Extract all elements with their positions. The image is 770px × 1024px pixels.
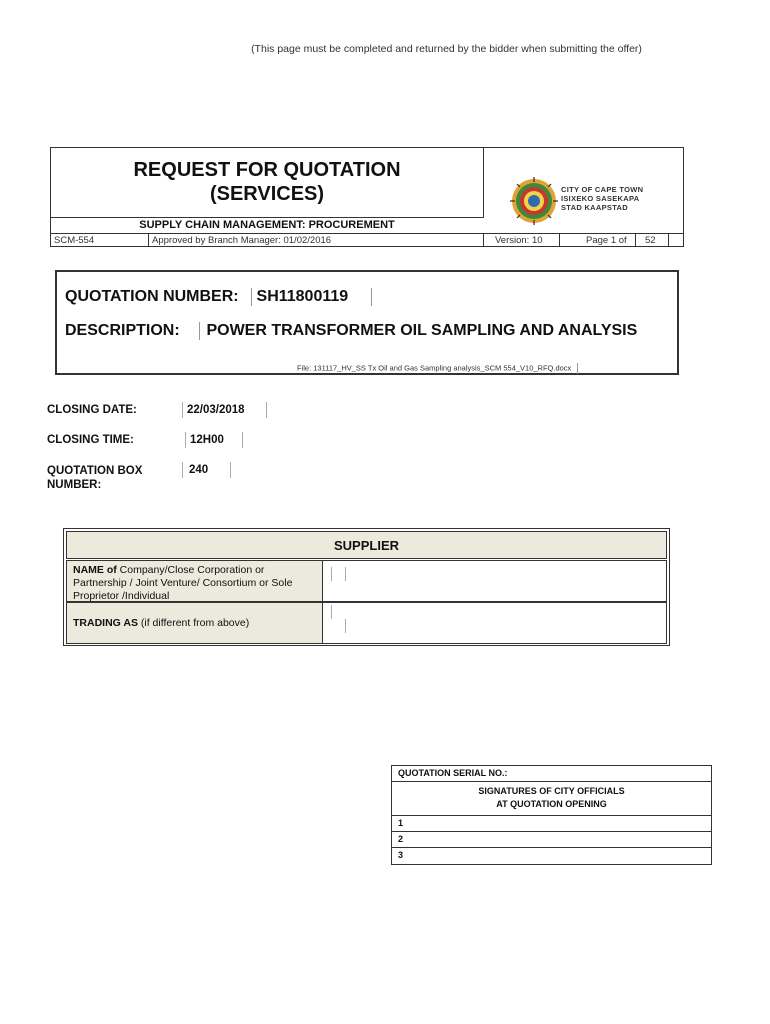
- file-name-text: File: 131117_HV_SS Tx Oil and Gas Sampling analysis_SCM 554_V10_RFQ.docx: [297, 363, 572, 373]
- description-value-row: [199, 322, 637, 340]
- divider: [148, 233, 149, 247]
- closing-date-value: 22/03/2018: [187, 404, 245, 416]
- quotation-box-label-line2: NUMBER:: [47, 479, 102, 491]
- signatures-heading: [392, 782, 711, 816]
- divider: [483, 148, 484, 218]
- quotation-box: [55, 270, 679, 375]
- form-title-line1: REQUEST FOR QUOTATION: [133, 159, 401, 181]
- city-name-line1: CITY OF CAPE TOWN: [561, 185, 644, 194]
- quotation-number-label: QUOTATION NUMBER:: [65, 288, 239, 306]
- quotation-number-row: [65, 288, 372, 306]
- field-marker: [230, 462, 231, 478]
- signature-row-number: 2: [398, 834, 404, 844]
- signature-row[interactable]: [392, 832, 711, 848]
- supplier-heading: SUPPLIER: [66, 531, 667, 559]
- form-title-line2: (SERVICES): [209, 183, 325, 205]
- trading-as-label-bold: TRADING AS: [73, 617, 138, 629]
- closing-time-label: CLOSING TIME:: [47, 434, 134, 446]
- city-name-line2: ISIXEKO SASEKAPA: [561, 194, 640, 203]
- quotation-number-value: SH11800119: [256, 288, 349, 306]
- field-marker: [345, 567, 346, 581]
- form-header: [50, 147, 684, 247]
- form-subtitle: SUPPLY CHAIN MANAGEMENT: PROCUREMENT: [139, 219, 395, 231]
- supplier-name-label-rest: Company/Close Corporation or Partnership / Joint Venture/ Consortium or Sole Proprietor /Individual: [73, 564, 293, 602]
- description-row: [65, 322, 180, 340]
- description-label: DESCRIPTION:: [65, 322, 180, 339]
- signatures-heading-line2: AT QUOTATION OPENING: [496, 799, 607, 809]
- trading-as-input[interactable]: [325, 605, 663, 641]
- field-marker: [199, 322, 200, 340]
- signature-row[interactable]: [392, 816, 711, 832]
- field-marker: [182, 462, 183, 478]
- supplier-name-label-bold: NAME of: [73, 564, 117, 576]
- signature-row[interactable]: [392, 848, 711, 864]
- signature-row-number: 3: [398, 850, 404, 860]
- field-marker: [242, 432, 243, 448]
- field-marker: [266, 402, 267, 418]
- quotation-box-label: [47, 464, 142, 492]
- quotation-box-label-line1: QUOTATION BOX: [47, 465, 143, 477]
- divider: [635, 233, 636, 247]
- closing-time-value: 12H00: [190, 434, 224, 446]
- page-label: Page 1 of: [586, 235, 627, 246]
- approval-text: Approved by Branch Manager: 01/02/2016: [152, 235, 332, 246]
- supplier-table: [63, 528, 670, 646]
- serial-table: [391, 765, 712, 865]
- field-marker: [331, 567, 332, 581]
- signatures-heading-line1: SIGNATURES OF CITY OFFICIALS: [478, 786, 625, 796]
- page-total: 52: [645, 235, 656, 246]
- serial-title: QUOTATION SERIAL NO.:: [392, 766, 711, 782]
- trading-as-row: [66, 602, 667, 644]
- field-marker: [577, 363, 578, 374]
- divider: [559, 233, 560, 247]
- instruction-note: (This page must be completed and returned by the bidder when submitting the offer): [251, 43, 642, 55]
- divider: [483, 233, 484, 247]
- closing-date-label: CLOSING DATE:: [47, 404, 137, 416]
- city-logo-icon: [509, 176, 559, 226]
- signature-row-number: 1: [398, 818, 404, 828]
- field-marker: [371, 288, 372, 306]
- trading-as-label-rest: (if different from above): [140, 617, 250, 629]
- city-name-line3: STAD KAAPSTAD: [561, 203, 628, 212]
- supplier-name-row: [66, 560, 667, 602]
- divider: [51, 217, 483, 218]
- city-name: [561, 185, 643, 212]
- supplier-name-label: [67, 561, 323, 601]
- form-title: [51, 158, 483, 206]
- divider: [668, 233, 669, 247]
- field-marker: [182, 402, 183, 418]
- field-marker: [331, 605, 332, 619]
- description-value: POWER TRANSFORMER OIL SAMPLING AND ANALYSIS: [206, 322, 638, 340]
- field-marker: [345, 619, 346, 633]
- field-marker: [251, 288, 252, 306]
- field-marker: [185, 432, 186, 448]
- version-label: Version: 10: [495, 235, 543, 246]
- quotation-box-value: 240: [189, 464, 209, 476]
- file-name: [297, 363, 578, 374]
- supplier-name-input[interactable]: [325, 563, 663, 599]
- form-code: SCM-554: [54, 235, 95, 246]
- trading-as-label: [67, 603, 323, 643]
